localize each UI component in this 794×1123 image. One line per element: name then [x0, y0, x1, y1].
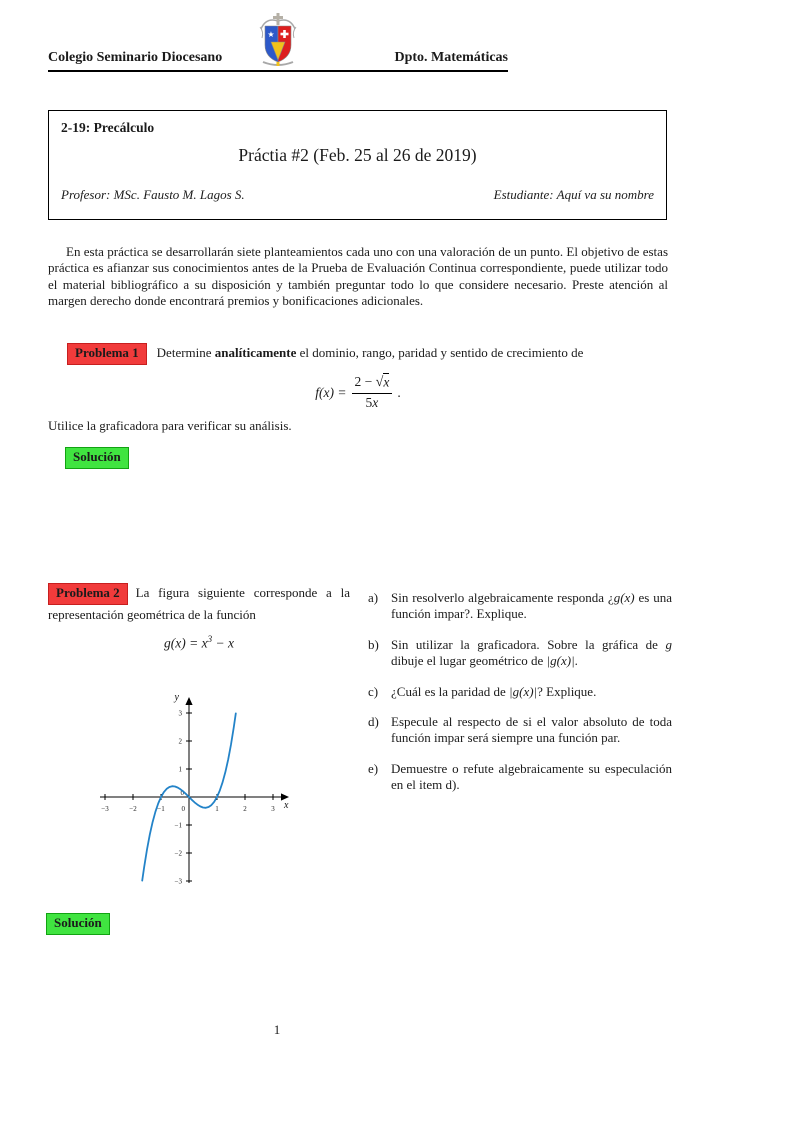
item-text: Especule al respecto de si el valor absoluto de toda función impar será siempre una función par. [391, 714, 672, 746]
problem2-formula [48, 634, 350, 652]
problem1-instruction: Utilice la graficadora para verificar su análisis. [48, 418, 292, 433]
svg-text:−3: −3 [101, 805, 109, 813]
item-label: c) [368, 683, 379, 699]
problem2-text: La figura siguiente corresponde a la representación geométrica de la función [48, 585, 350, 622]
svg-text:1: 1 [215, 805, 219, 813]
formula-denominator-var: x [372, 395, 379, 410]
student-label: Estudiante: Aquí va su nombre [493, 187, 654, 202]
cubic-plot [90, 670, 310, 900]
problem1-badge: Problema 1 [67, 343, 147, 365]
svg-text:0: 0 [181, 805, 185, 813]
item-text: Sin resolverlo algebraicamente responda ¿g(x) es una función impar?. Explique. [391, 590, 672, 622]
item-label: b) [368, 636, 379, 652]
professor-label: Profesor: MSc. Fausto M. Lagos S. [61, 187, 245, 202]
svg-text:−1: −1 [174, 821, 182, 830]
list-item [368, 761, 672, 794]
people-row [61, 187, 654, 203]
page-number: 1 [273, 1022, 281, 1037]
formula-numerator-pre: 2 − [354, 374, 376, 389]
problem2-statement [48, 583, 350, 624]
problem1-text-post: el dominio, rango, paridad y sentido de crecimiento de [296, 345, 584, 360]
solution1-row [65, 447, 129, 469]
list-item [368, 714, 672, 747]
svg-text:3: 3 [271, 805, 275, 813]
problem2-badge: Problema 2 [48, 583, 128, 605]
problem1-statement [67, 342, 668, 365]
formula-denominator-coef: 5 [365, 395, 373, 410]
svg-text:★: ★ [267, 30, 275, 39]
page-title: Práctia #2 (Feb. 25 al 26 de 2019) [238, 145, 477, 165]
formula-lhs: f(x) = [315, 384, 347, 400]
svg-text:−3: −3 [174, 877, 182, 886]
problem1-formula [48, 374, 668, 411]
sqrt-symbol: √ [375, 375, 384, 390]
item-text: Demuestre o refute algebraicamente su especulación en el item d). [391, 760, 672, 793]
svg-text:−2: −2 [174, 849, 182, 858]
list-item [368, 590, 672, 623]
problem2-items [368, 590, 672, 808]
svg-text:0: 0 [180, 789, 184, 797]
item-label: a) [368, 590, 379, 605]
school-crest-icon [258, 12, 298, 68]
item-label: d) [368, 714, 379, 730]
svg-text:3: 3 [178, 709, 182, 718]
function-graph [90, 670, 310, 900]
intro-paragraph: En esta práctica se desarrollarán siete planteamientos cada uno con una valoración de un punto. El objetivo de estas práctica es afianzar sus conocimientos antes de la Prueba de Evaluación Continua correspondiente, puede utilizar todo el material bibliográfico a su disposición y también preguntar todo lo que considere necesario. Preste atención al margen derecho donde encontrará premios y bonificaciones adicionales. [48, 244, 668, 309]
g-formula-exponent: 3 [207, 634, 213, 644]
header-school-name: Colegio Seminario Diocesano [48, 50, 223, 65]
title-box [48, 110, 667, 220]
sqrt-argument: x [383, 374, 390, 389]
solution1-badge: Solución [65, 447, 129, 469]
formula-fraction [352, 374, 393, 411]
svg-text:−2: −2 [129, 805, 137, 813]
svg-text:2: 2 [178, 737, 182, 746]
item-text: Sin utilizar la graficadora. Sobre la gráfica de g dibuje el lugar geométrico de |g(x)|. [391, 636, 672, 669]
formula-period: . [397, 384, 401, 400]
svg-text:y: y [174, 692, 179, 703]
problem1-text-pre: Determine [156, 345, 215, 360]
problem1-text-bold: analíticamente [214, 345, 297, 360]
svg-text:1: 1 [178, 765, 182, 774]
g-formula-pre: g(x) = x [164, 635, 208, 651]
item-text: ¿Cuál es la paridad de |g(x)|? Explique. [391, 683, 597, 699]
item-label: e) [368, 760, 379, 776]
solution2-row [46, 913, 110, 935]
list-item [368, 684, 672, 700]
page-header [48, 12, 508, 72]
solution2-badge: Solución [46, 913, 110, 935]
header-dept-name: Dpto. Matemáticas [394, 50, 508, 65]
course-label: 2-19: Precálculo [61, 120, 155, 135]
list-item [368, 637, 672, 670]
svg-text:−1: −1 [157, 805, 165, 813]
svg-text:2: 2 [243, 805, 247, 813]
svg-text:x: x [284, 800, 289, 811]
g-formula-post: − x [212, 635, 234, 651]
